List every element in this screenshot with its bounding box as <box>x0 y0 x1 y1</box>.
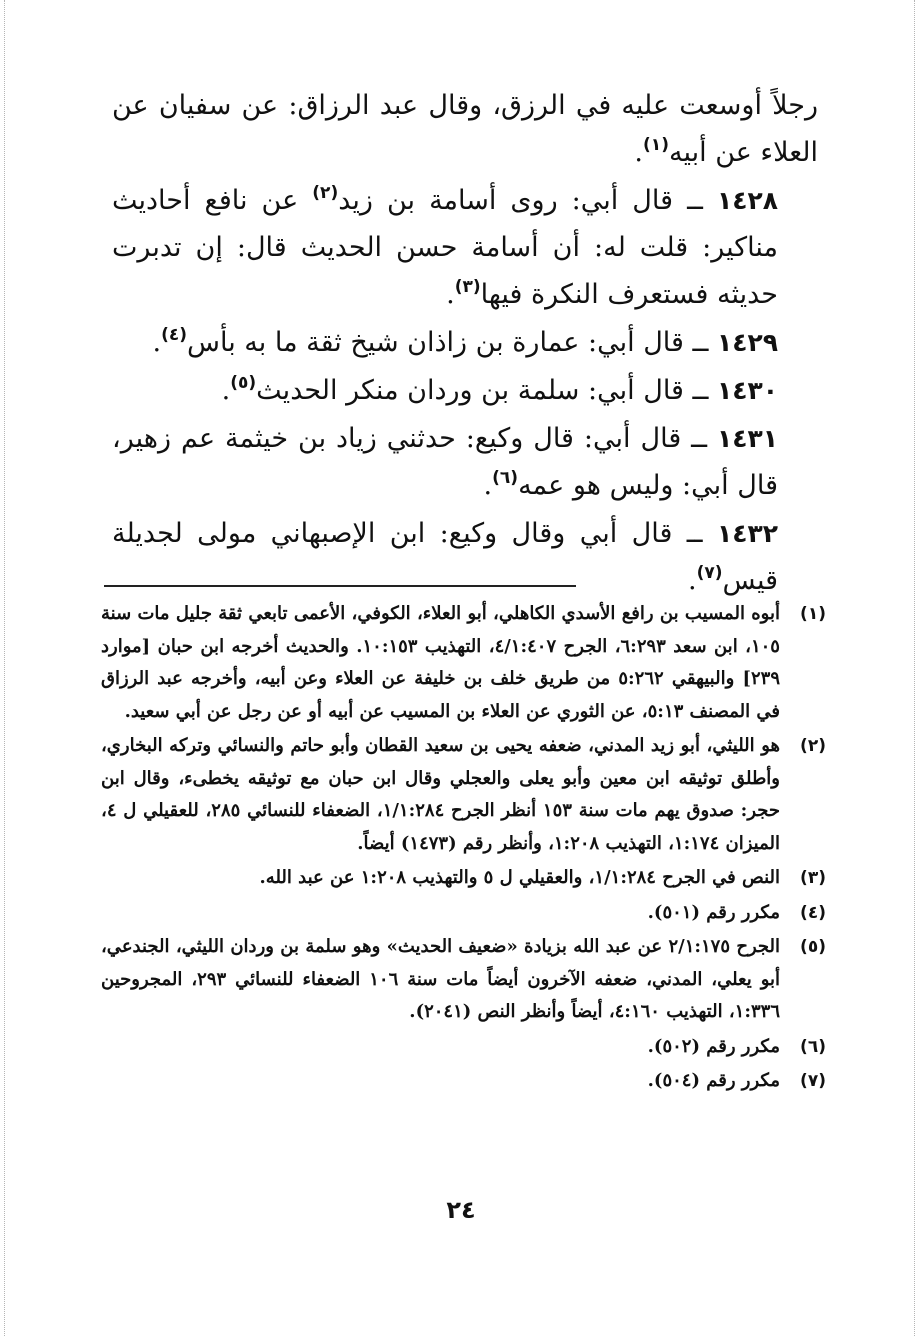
footnote <box>101 1031 826 1064</box>
footnote-text: مكرر رقم (٥٠٤). <box>647 1070 780 1091</box>
entry-number: ١٤٣٠ <box>716 376 778 405</box>
footnote <box>101 897 826 930</box>
paragraph-1430: ١٤٣٠ ــ قال أبي: سلمة بن وردان منكر الحديث$^{(٥)}$. <box>221 373 778 406</box>
footnote-text: أبوه المسيب بن رافع الأسدي الكاهلي، أبو العلاء، الكوفي، الأعمى تابعي ثقة جليل مات سنة ١٠٥، ابن سعد ٦:٢٩٣، الجرح ٤/١:٤٠٧، التهذيب ١٠:١٥٣. والحديث أخرجه ابن حبان [موارد ٢٣٩] والبيهقي ٥:٢٦٢ من طريق خلف بن خليفة عن العلاء وعن أبيه، وأخرجه عبد الرزاق في المصنف ٥:١٣، عن الثوري عن العلاء بن المسيب عن أبيه أو عن رجل عن أبي سعيد. <box>101 603 780 722</box>
main-text <box>112 82 818 604</box>
footnote-text: النص في الجرح ١/١:٢٨٤، والعقيلي ل ٥ والتهذيب ١:٢٠٨ عن عبد الله. <box>259 867 780 888</box>
footnotes <box>101 598 826 1100</box>
entry-number: ١٤٢٨ <box>716 186 778 215</box>
entry-number: ١٤٢٩ <box>716 328 778 357</box>
paragraph-1431: ١٤٣١ ــ قال أبي: قال وكيع: حدثني زياد بن خيثمة عم زهير، قال أبي: وليس هو عمه$^{(٦)}$. <box>112 423 778 501</box>
footnote-text: الجرح ٢/١:١٧٥ عن عبد الله بزيادة «ضعيف الحديث» وهو سلمة بن وردان الليثي، الجندعي، أبو يعلي، المدني، ضعفه الآخرون أيضاً مات سنة ١٠٦ الضعفاء للنسائي ٢٩٣، المجروحين ١:٣٣٦، التهذيب ٤:١٦٠، أيضاً وأنظر النص (٢٠٤١). <box>101 936 781 1022</box>
paragraph-1428: ١٤٢٨ ــ قال أبي: روى أسامة بن زيد$^{(٢)}$ عن نافع أحاديث مناكير: قلت له: أن أسامة حسن الحديث قال: إن تدبرت حديثه فستعرف النكرة فيها$^{(٣)}$. <box>112 183 778 310</box>
paragraph-1432: ١٤٣٢ ــ قال أبي وقال وكيع: ابن الإصبهاني مولى لجديلة قيس$^{(٧)}$. <box>112 518 778 596</box>
footnote-ref: (٦) <box>492 468 519 488</box>
footnote-number: (٤) <box>800 902 826 923</box>
footnote-ref: (٧) <box>696 563 723 583</box>
footnote <box>101 1065 826 1098</box>
footnote-text: مكرر رقم (٥٠١). <box>647 901 780 923</box>
footnote <box>101 730 826 860</box>
footnote-divider <box>104 585 576 587</box>
footnote-ref: (٤) <box>161 325 188 345</box>
left-dotted-edge <box>4 0 5 1336</box>
paragraph-1429: ١٤٢٩ ــ قال أبي: عمارة بن زاذان شيخ ثقة ما به بأس$^{(٤)}$. <box>152 325 778 358</box>
footnote-ref: (٥) <box>230 373 257 393</box>
footnote-number: (٦) <box>800 1036 826 1057</box>
footnote <box>101 862 826 895</box>
footnote-number: (٧) <box>800 1071 826 1091</box>
right-dotted-edge <box>914 0 915 1336</box>
footnote-number: (٣) <box>800 868 826 888</box>
footnote-number: (٥) <box>800 937 826 957</box>
footnote <box>101 931 826 1029</box>
page-number: ٢٤ <box>446 1196 476 1224</box>
footnote-number: (١) <box>800 604 826 624</box>
footnote <box>101 598 826 728</box>
entry-number: ١٤٣٢ <box>716 519 778 548</box>
footnote-ref: (٢) <box>312 183 339 203</box>
footnote-ref: (١) <box>643 135 669 155</box>
footnote-number: (٢) <box>800 736 826 756</box>
footnote-ref: (٣) <box>454 277 481 297</box>
footnote-text: هو الليثي، أبو زيد المدني، ضعفه يحيى بن سعيد القطان وأبو حاتم والنسائي وتركه البخاري، وأطلق توثيقه ابن معين وأبو يعلى والعجلي وقال ابن حبان مع توثيقه يخطىء، وقال ابن حجر: صدوق يهم مات سنة ١٥٣ أنظر الجرح ١/١:٢٨٤، الضعفاء للنسائي ٢٨٥، للعقيلي ل ٤، الميزان ١:١٧٤، التهذيب ١:٢٠٨، وأنظر رقم (١٤٧٣) أيضاً. <box>101 735 780 854</box>
entry-number: ١٤٣١ <box>716 424 778 453</box>
footnote-text: مكرر رقم (٥٠٢). <box>647 1035 780 1057</box>
paragraph-continuation: رجلاً أوسعت عليه في الرزق، وقال عبد الرزاق: عن سفيان عن العلاء عن أبيه$^{(١)}$. <box>112 90 818 168</box>
